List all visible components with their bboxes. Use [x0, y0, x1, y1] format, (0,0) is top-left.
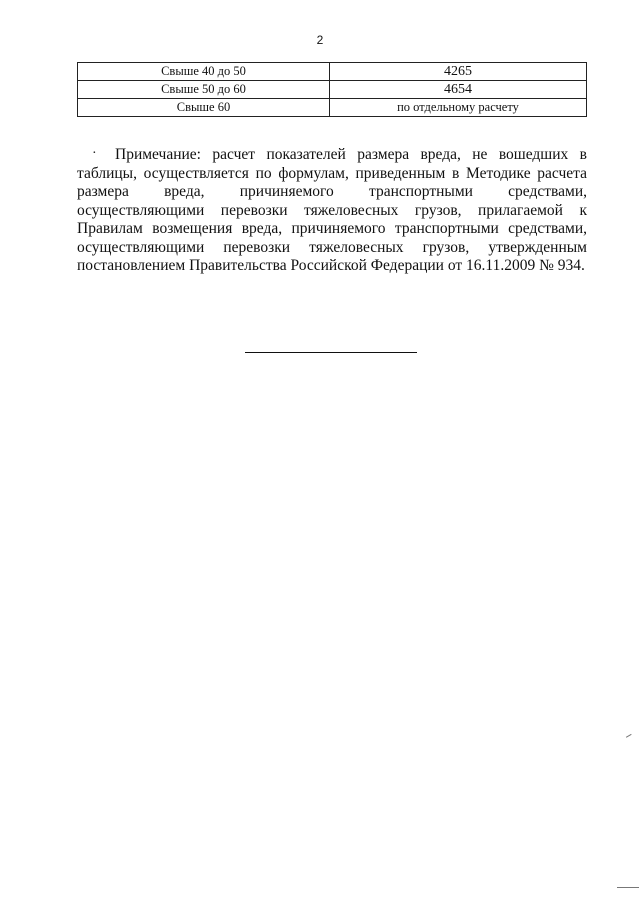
row-label: Свыше 40 до 50 — [78, 63, 330, 81]
table-row — [78, 63, 587, 81]
rates-table — [77, 62, 587, 117]
row-value: 4654 — [330, 81, 587, 99]
row-label: Свыше 60 — [78, 99, 330, 117]
page-number: 2 — [316, 33, 324, 47]
bullet-mark: · — [92, 146, 97, 161]
table-row — [78, 99, 587, 117]
table-row — [78, 81, 587, 99]
row-value: по отдельному расчету — [330, 99, 587, 117]
note-paragraph: Примечание: расчет показателей размера вреда, не вошедших в таблицы, осуществляется по формулам, приведенным в Методике расчета размера вреда, причиняемого транспортными средствами, осуществляющими перевозки тяжеловесных грузов, прилагаемой к Правилам возмещения вреда, причиняемого транспортными средствами, осуществляющими перевозки тяжеловесных грузов, утвержденным постановлением Правительства Российской Федерации от 16.11.2009 № 934. — [77, 146, 587, 274]
scan-edge-line — [617, 887, 639, 888]
row-value: 4265 — [330, 63, 587, 81]
scan-mark — [626, 734, 634, 742]
separator-line — [245, 352, 417, 353]
row-label: Свыше 50 до 60 — [78, 81, 330, 99]
